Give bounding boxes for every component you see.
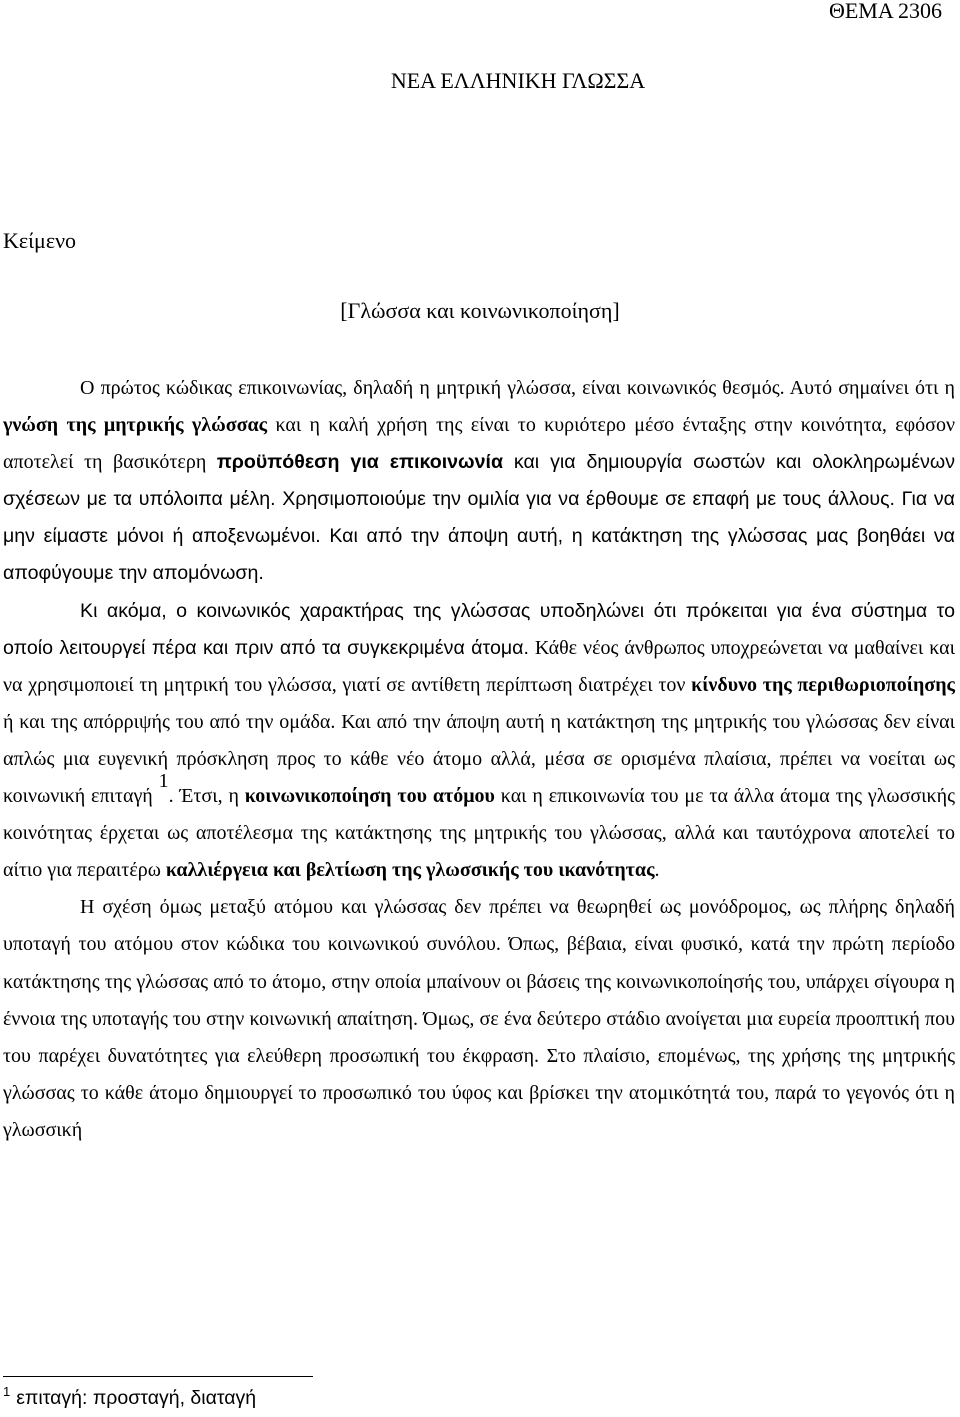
paragraph-2-text: Κάθε νέος άνθρωπος υποχρεώνεται να μαθαίνει και να χρησιμοποιεί τη μητρική του γλώσσα, γιατί σε αντίθετη περίπτωση διατρέχει τον	[3, 636, 955, 696]
emphasis-text: προϋπόθεση για επικοινωνία	[216, 451, 503, 474]
paragraph-2-text: και η επικοινωνία του με τα άλλα άτομα της γλωσσικής κοινότητας έρχεται ως αποτέλεσμα της κατάκτησης της μητρικής του γλώσσας, αλλά και ταυτόχρονα αποτελεί το αίτιο για περαιτέρω	[3, 785, 955, 882]
footnote-mark: 1	[3, 1384, 11, 1399]
main-text	[3, 370, 955, 1149]
paragraph-2	[3, 593, 955, 890]
text-title: [Γλώσσα και κοινωνικοποίηση]	[340, 298, 620, 323]
paragraph-2-text: Κι ακόμα, ο κοινωνικός χαρακτήρας της γλώσσας υποδηλώνει ότι πρόκειται για ένα σύστημα το οποίο λειτουργεί πέρα και πριν από τα συγκεκριμένα άτομα.	[3, 599, 955, 659]
emphasis-text: κοινωνικοποίηση του ατόμου	[244, 785, 495, 808]
subject-title: ΝΕΑ ΕΛΛΗΝΙΚΗ ΓΛΩΣΣΑ	[390, 68, 646, 93]
paragraph-1	[3, 370, 955, 593]
section-heading: Κείμενο	[3, 228, 77, 253]
paragraph-3	[3, 889, 955, 1149]
paragraph-1-text: και η καλή χρήση της είναι το κυριότερο μέσο ένταξης στην κοινότητα, εφόσον αποτελεί τη βασικότερη	[3, 414, 955, 474]
emphasis-text: κίνδυνο της περιθωριοποίησης	[691, 673, 955, 696]
emphasis-text: γνώση της μητρικής γλώσσας	[3, 414, 268, 437]
paragraph-2-text: .	[654, 859, 660, 882]
emphasis-text: καλλιέργεια και βελτίωση της γλωσσικής του ικανότητας	[165, 859, 655, 882]
page-label: ΘΕΜΑ 2306	[828, 0, 942, 23]
footnote-text: επιταγή: προσταγή, διαταγή	[16, 1387, 257, 1409]
paragraph-2-text: ή και της απόρριψής του από την ομάδα. Και από την άποψη αυτή η κατάκτηση της μητρικής του γλώσσας δεν είναι απλώς μια ευγενική πρόσκληση προς το κάθε νέο άτομο αλλά, μέσα σε ορισμένα πλαίσια, πρέπει να νοείται ως κοινωνική επιταγή	[3, 710, 955, 808]
footnote-reference: 1	[158, 770, 169, 793]
footnote	[3, 1384, 256, 1410]
paragraph-1-text: Ο πρώτος κώδικας επικοινωνίας, δηλαδή η μητρική γλώσσα, είναι κοινωνικός θεσμός. Αυτό σημαίνει ότι η	[80, 377, 955, 399]
paragraph-2-text: . Έτσι, η	[168, 785, 245, 808]
paragraph-1-text: και για δημιουργία σωστών και ολοκληρωμένων σχέσεων με τα υπόλοιπα μέλη. Χρησιμοποιούμε την ομιλία για να έρθουμε σε επαφή με τους άλλους. Για να μην είμαστε μόνοι ή αποξενωμένοι. Και από την άποψη αυτή, η κατάκτηση της γλώσσας μας βοηθάει να αποφύγουμε την απομόνωση.	[3, 451, 955, 585]
footnote-separator	[3, 1376, 313, 1377]
paragraph-3-text: Η σχέση όμως μεταξύ ατόμου και γλώσσας δεν πρέπει να θεωρηθεί ως μονόδρομος, ως πλήρης δηλαδή υποταγή του ατόμου στον κώδικα του κοινωνικού συνόλου. Όπως, βέβαια, είναι φυσικό, κατά την πρώτη περίοδο κατάκτησης της γλώσσας από το άτομο, στην οποία μπαίνουν οι βάσεις της κοινωνικοποίησής του, υπάρχει σίγουρα η έννοια της υποταγής του στην κοινωνική απαίτηση. Όμως, σε ένα δεύτερο στάδιο ανοίγεται μια ευρεία προοπτική που του παρέχει δυνατότητες για ελεύθερη προσωπική του έκφραση. Στο πλαίσιο, επομένως, της χρήσης της μητρικής γλώσσας το κάθε άτομο δημιουργεί το προσωπικό του ύφος και βρίσκει την ατομικότητά του, παρά το γεγονός ότι η γλωσσική	[3, 896, 955, 1141]
